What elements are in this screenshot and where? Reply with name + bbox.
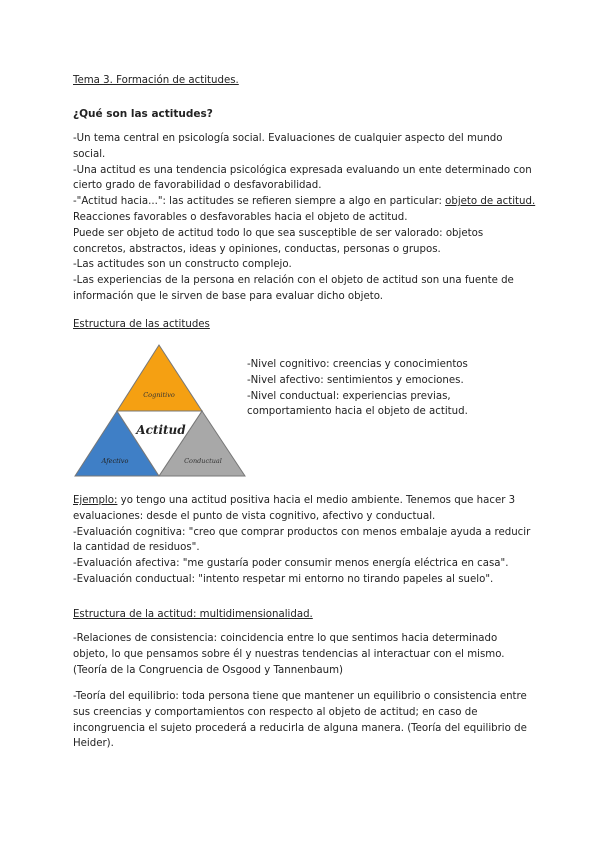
component-cognitive: -Nivel cognitivo: creencias y conocimientos — [247, 359, 468, 370]
triangle-label-cognitive: Cognitivo — [143, 391, 175, 399]
text-line: -Un tema central en psicología social. Evaluaciones de cualquier aspecto del mundo — [73, 133, 503, 144]
components-list — [247, 357, 468, 420]
triangle-cognitive — [117, 345, 202, 411]
text-line: Reacciones favorables o desfavorables hacia el objeto de actitud. — [73, 211, 408, 223]
text-line: -Las actitudes son un constructo complejo. — [73, 259, 292, 271]
example-label: Ejemplo: — [73, 495, 118, 506]
attitude-triangle-diagram — [73, 343, 251, 478]
triangle-label-center: Actitud — [136, 423, 186, 437]
attitude-object-term: objeto de actitud. — [445, 196, 536, 208]
intro-block — [73, 131, 535, 305]
component-affective: -Nivel afectivo: sentimientos y emociones. — [247, 374, 464, 386]
section-heading-what-are-attitudes: ¿Qué son las actitudes? — [73, 108, 213, 120]
text-line: incongruencia el sujeto procederá a reducirla de alguna manera. (Teoría del equilibrio de — [73, 722, 527, 734]
text-line-attitude-object — [73, 194, 535, 210]
text-line: la cantidad de residuos". — [73, 542, 200, 554]
text-line: Puede ser objeto de actitud todo lo que sea susceptible de ser valorado: objetos — [73, 227, 484, 239]
text-line: concretos, abstractos, ideas y opiniones, conductas, personas o grupos. — [73, 243, 441, 255]
text-line: -Teoría del equilibrio: toda persona tiene que mantener un equilibrio o consistencia entre — [73, 691, 527, 702]
balance-theory-block — [73, 689, 527, 752]
component-behavioral: -Nivel conductual: experiencias previas, — [247, 390, 451, 402]
section-heading-structure: Estructura de las actitudes — [73, 319, 210, 330]
text-line: sus creencias y comportamientos con respecto al objeto de actitud; en caso de — [73, 706, 478, 718]
text-line: evaluaciones: desde el punto de vista cognitivo, afectivo y conductual. — [73, 510, 436, 522]
text-line: cierto grado de favorabilidad o desfavorabilidad. — [73, 180, 322, 192]
text-line: -Evaluación conductual: "intento respetar mi entorno no tirando papeles al suelo". — [73, 573, 494, 585]
consistency-block — [73, 631, 505, 678]
text-line: Heider). — [73, 738, 114, 750]
text-line: -Una actitud es una tendencia psicológica expresada evaluando un ente determinado con — [73, 164, 532, 176]
text-line: (Teoría de la Congruencia de Osgood y Tannenbaum) — [73, 664, 343, 676]
triangle-label-behavioral: Conductual — [184, 457, 222, 465]
example-block — [73, 493, 530, 588]
text-line: -Las experiencias de la persona en relación con el objeto de actitud son una fuente de — [73, 275, 514, 287]
text-line: social. — [73, 148, 106, 160]
text-span: yo tengo una actitud positiva hacia el medio ambiente. Tenemos que hacer 3 — [117, 495, 516, 506]
text-line: objeto, lo que pensamos sobre él y nuestras tendencias al interactuar con el mismo. — [73, 648, 505, 660]
text-line: -Evaluación cognitiva: "creo que comprar productos con menos embalaje ayuda a reducir — [73, 526, 531, 538]
page-title: Tema 3. Formación de actitudes. — [73, 75, 239, 86]
section-heading-multidimensionality: Estructura de la actitud: multidimensionalidad. — [73, 609, 313, 620]
text-span: -"Actitud hacia...": las actitudes se refieren siempre a algo en particular: — [73, 196, 446, 208]
component-behavioral-cont: comportamiento hacia el objeto de actitud. — [247, 406, 468, 418]
triangle-label-affective: Afectivo — [101, 457, 129, 465]
example-first-line — [73, 493, 530, 509]
text-line: -Relaciones de consistencia: coincidencia entre lo que sentimos hacia determinado — [73, 633, 498, 644]
text-line: información que le sirven de base para evaluar dicho objeto. — [73, 290, 384, 302]
text-line: -Evaluación afectiva: "me gustaría poder consumir menos energía eléctrica en casa". — [73, 558, 509, 570]
